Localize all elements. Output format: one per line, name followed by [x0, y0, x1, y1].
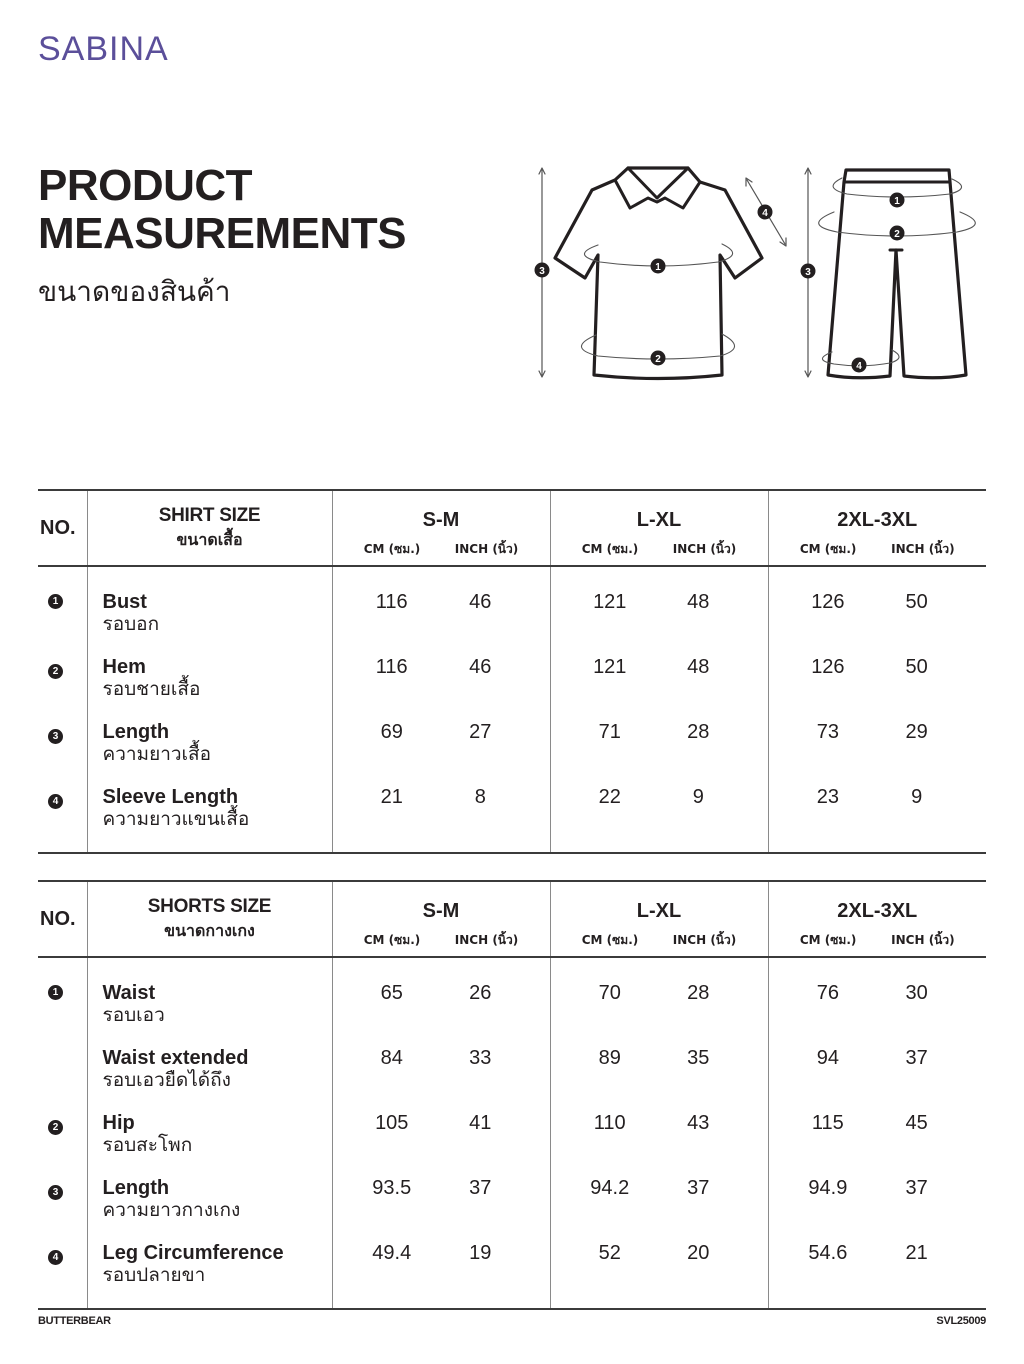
value-cm: 54.6 — [808, 1242, 848, 1264]
value-inch: 21 — [905, 1242, 928, 1264]
svg-text:4: 4 — [762, 208, 768, 219]
value-cm: 105 — [375, 1112, 409, 1134]
unit-cm: CM (ซม.) — [581, 933, 639, 947]
svg-text:4: 4 — [856, 361, 862, 372]
size-values — [332, 566, 550, 635]
measurement-name — [87, 1026, 332, 1091]
value-cm: 23 — [816, 786, 839, 808]
table-row — [38, 635, 986, 700]
value-cm: 94 — [816, 1047, 839, 1069]
measurement-name-th: รอบเอว — [102, 1004, 165, 1026]
size-values — [332, 1026, 550, 1091]
size-values — [768, 957, 986, 1026]
unit-cm: CM (ซม.) — [363, 933, 421, 947]
measurement-name — [87, 957, 332, 1026]
shorts-size-header: SHORTS SIZE ขนาดกางเกง — [87, 881, 332, 957]
measurement-name-th: รอบอก — [102, 613, 160, 635]
value-cm: 121 — [593, 591, 627, 613]
shorts-marker-1 — [890, 193, 905, 208]
row-number — [38, 700, 87, 765]
value-cm: 73 — [816, 721, 839, 743]
measurement-name — [87, 1156, 332, 1221]
measurement-name-en: Bust — [102, 591, 147, 613]
value-inch: 19 — [469, 1242, 492, 1264]
size-values — [768, 566, 986, 635]
size-header-l-xl: L-XL CM (ซม.) INCH (นิ้ว) — [550, 881, 768, 957]
size-values — [550, 1221, 768, 1309]
shirt-diagram — [530, 160, 790, 390]
size-values — [550, 700, 768, 765]
value-inch: 33 — [469, 1047, 492, 1069]
size-values — [550, 957, 768, 1026]
value-inch: 45 — [905, 1112, 928, 1134]
size-values — [768, 765, 986, 853]
measurement-name-en: Waist — [102, 982, 156, 1004]
number-badge-icon: 4 — [48, 1250, 63, 1265]
table-row — [38, 1091, 986, 1156]
value-inch: 8 — [474, 786, 486, 808]
value-inch: 30 — [905, 982, 928, 1004]
brand-logo: SABINA — [38, 30, 169, 68]
value-inch: 35 — [687, 1047, 710, 1069]
value-cm: 116 — [375, 591, 408, 613]
number-badge-icon: 1 — [48, 985, 63, 1000]
size-values — [550, 1156, 768, 1221]
svg-text:3: 3 — [539, 266, 545, 277]
size-header-s-m: S-M CM (ซม.) INCH (นิ้ว) — [332, 490, 550, 566]
value-inch: 41 — [469, 1112, 492, 1134]
value-cm: 69 — [380, 721, 403, 743]
svg-text:2: 2 — [655, 354, 661, 365]
value-inch: 27 — [469, 721, 492, 743]
table-row — [38, 700, 986, 765]
footer-collection: BUTTERBEAR — [38, 1315, 111, 1327]
unit-cm: CM (ซม.) — [363, 542, 421, 556]
shorts-diagram — [792, 160, 992, 390]
value-cm: 94.2 — [590, 1177, 630, 1199]
row-number — [38, 1091, 87, 1156]
no-header: NO. — [40, 516, 76, 539]
unit-inch: INCH (นิ้ว) — [891, 542, 955, 556]
value-cm: 126 — [811, 656, 845, 678]
value-cm: 70 — [598, 982, 621, 1004]
value-cm: 65 — [380, 982, 403, 1004]
measurement-name-en: Waist extended — [102, 1047, 249, 1069]
value-inch: 9 — [911, 786, 923, 808]
value-inch: 20 — [687, 1242, 710, 1264]
measurement-name — [87, 1221, 332, 1309]
measurement-name-en: Sleeve Length — [102, 786, 239, 808]
size-values — [768, 635, 986, 700]
shorts-marker-2 — [890, 226, 905, 241]
size-values — [332, 1156, 550, 1221]
value-inch: 9 — [692, 786, 704, 808]
value-inch: 28 — [687, 721, 710, 743]
row-number — [38, 566, 87, 635]
value-cm: 21 — [380, 786, 403, 808]
size-values — [332, 1221, 550, 1309]
measurement-name-en: Length — [102, 721, 170, 743]
measurement-name-th: รอบปลายขา — [102, 1264, 206, 1286]
size-values — [550, 765, 768, 853]
shirt-size-table — [38, 489, 986, 854]
measurement-name-th: รอบเอวยืดได้ถึง — [102, 1069, 231, 1091]
measurement-name-th: ความยาวแขนเสื้อ — [102, 808, 250, 830]
value-inch: 37 — [469, 1177, 492, 1199]
size-values — [332, 1091, 550, 1156]
value-inch: 37 — [687, 1177, 710, 1199]
value-inch: 37 — [905, 1177, 928, 1199]
number-badge-icon: 2 — [48, 1120, 63, 1135]
value-cm: 94.9 — [808, 1177, 848, 1199]
value-cm: 52 — [598, 1242, 621, 1264]
shorts-marker-4 — [852, 358, 867, 373]
size-values — [550, 1026, 768, 1091]
table-row — [38, 566, 986, 635]
value-cm: 115 — [811, 1112, 844, 1134]
unit-cm: CM (ซม.) — [581, 542, 639, 556]
size-values — [768, 1026, 986, 1091]
value-inch: 46 — [469, 656, 492, 678]
value-cm: 84 — [380, 1047, 403, 1069]
title-line-2: MEASUREMENTS — [38, 209, 407, 258]
shirt-marker-3 — [535, 263, 550, 278]
size-values — [768, 700, 986, 765]
table-row — [38, 1156, 986, 1221]
value-cm: 89 — [598, 1047, 621, 1069]
shorts-marker-3 — [801, 264, 816, 279]
size-header-2xl-3xl: 2XL-3XL CM (ซม.) INCH (นิ้ว) — [768, 881, 986, 957]
table-row — [38, 957, 986, 1026]
measurement-name — [87, 635, 332, 700]
value-cm: 22 — [598, 786, 621, 808]
unit-cm: CM (ซม.) — [799, 933, 857, 947]
measurement-name-th: รอบชายเสื้อ — [102, 678, 201, 700]
row-number — [38, 635, 87, 700]
size-values — [332, 957, 550, 1026]
table-header-row — [38, 881, 986, 957]
measurement-name-en: Hem — [102, 656, 146, 678]
measurement-name — [87, 765, 332, 853]
value-inch: 50 — [905, 591, 928, 613]
value-inch: 28 — [687, 982, 710, 1004]
size-values — [550, 566, 768, 635]
measurement-name-th: ความยาวกางเกง — [102, 1199, 241, 1221]
table-header-row — [38, 490, 986, 566]
measurement-name-en: Length — [102, 1177, 170, 1199]
unit-inch: INCH (นิ้ว) — [891, 933, 955, 947]
value-inch: 37 — [905, 1047, 928, 1069]
row-number — [38, 1221, 87, 1309]
row-number — [38, 957, 87, 1026]
value-inch: 48 — [687, 591, 710, 613]
measurement-name-en: Hip — [102, 1112, 135, 1134]
table-row — [38, 1026, 986, 1091]
value-cm: 71 — [598, 721, 621, 743]
measurement-name-th: ความยาวเสื้อ — [102, 743, 212, 765]
row-number — [38, 1026, 87, 1091]
shirt-marker-1 — [651, 259, 666, 274]
size-values — [768, 1221, 986, 1309]
unit-cm: CM (ซม.) — [799, 542, 857, 556]
shorts-size-table — [38, 880, 986, 1310]
row-number — [38, 765, 87, 853]
measurement-name — [87, 566, 332, 635]
size-header-l-xl: L-XL CM (ซม.) INCH (นิ้ว) — [550, 490, 768, 566]
page-subtitle-thai: ขนาดของสินค้า — [38, 275, 231, 308]
svg-text:1: 1 — [894, 196, 900, 207]
unit-inch: INCH (นิ้ว) — [454, 542, 519, 556]
number-badge-icon: 4 — [48, 794, 63, 809]
number-badge-icon: 3 — [48, 729, 63, 744]
shirt-marker-2 — [651, 351, 666, 366]
value-cm: 49.4 — [372, 1242, 412, 1264]
measurement-name — [87, 1091, 332, 1156]
number-badge-icon: 3 — [48, 1185, 63, 1200]
unit-inch: INCH (นิ้ว) — [672, 542, 737, 556]
value-cm: 93.5 — [372, 1177, 412, 1199]
size-header-s-m: S-M CM (ซม.) INCH (นิ้ว) — [332, 881, 550, 957]
unit-inch: INCH (นิ้ว) — [672, 933, 737, 947]
value-inch: 43 — [687, 1112, 710, 1134]
measurement-name-en: Leg Circumference — [102, 1242, 284, 1264]
number-badge-icon: 1 — [48, 594, 63, 609]
title-line-1: PRODUCT — [38, 161, 253, 210]
table-row — [38, 765, 986, 853]
value-inch: 50 — [905, 656, 928, 678]
value-cm: 110 — [593, 1112, 626, 1134]
size-values — [332, 700, 550, 765]
shirt-marker-4 — [758, 205, 773, 220]
value-inch: 46 — [469, 591, 492, 613]
size-values — [332, 765, 550, 853]
svg-text:3: 3 — [805, 267, 811, 278]
value-inch: 48 — [687, 656, 710, 678]
unit-inch: INCH (นิ้ว) — [454, 933, 519, 947]
page-title — [38, 162, 406, 258]
size-values — [768, 1156, 986, 1221]
size-header-2xl-3xl: 2XL-3XL CM (ซม.) INCH (นิ้ว) — [768, 490, 986, 566]
value-inch: 29 — [905, 721, 928, 743]
size-values — [332, 635, 550, 700]
measurement-name-th: รอบสะโพก — [102, 1134, 193, 1156]
row-number — [38, 1156, 87, 1221]
size-values — [550, 635, 768, 700]
value-cm: 121 — [593, 656, 627, 678]
svg-text:2: 2 — [894, 229, 900, 240]
number-badge-icon: 2 — [48, 664, 63, 679]
footer-product-code: SVL25009 — [936, 1315, 986, 1327]
table-row — [38, 1221, 986, 1309]
size-values — [550, 1091, 768, 1156]
value-cm: 116 — [375, 656, 408, 678]
value-cm: 126 — [811, 591, 845, 613]
shirt-size-header: SHIRT SIZE ขนาดเสื้อ — [87, 490, 332, 566]
svg-text:1: 1 — [655, 262, 661, 273]
measurement-name — [87, 700, 332, 765]
value-cm: 76 — [816, 982, 839, 1004]
no-header: NO. — [40, 907, 76, 930]
size-values — [768, 1091, 986, 1156]
value-inch: 26 — [469, 982, 492, 1004]
